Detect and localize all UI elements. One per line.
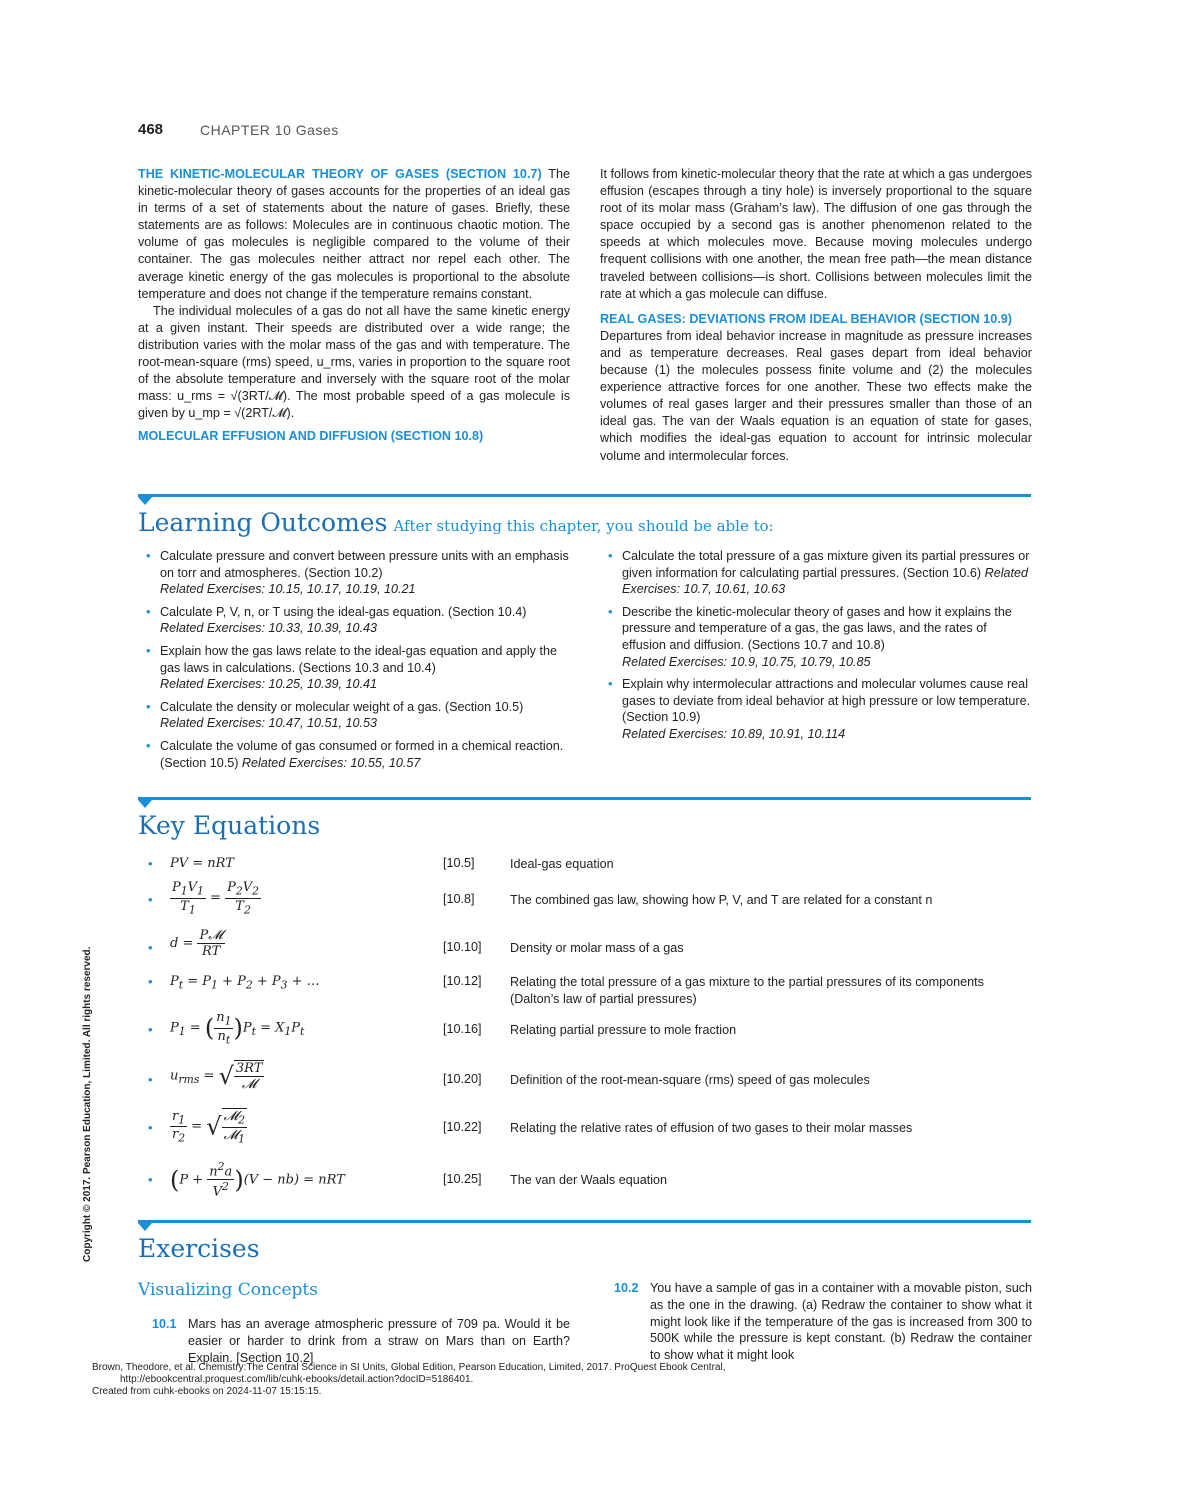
section-marker — [138, 1223, 152, 1231]
section-marker — [138, 497, 152, 505]
equation: d = $\frac{\text{P𝓜}}{RT}$ — [170, 928, 223, 959]
summary-right-column — [600, 166, 1032, 465]
real-gases-heading: REAL GASES: DEVIATIONS FROM IDEAL BEHAVIOR (SECTION 10.9) — [600, 311, 1012, 326]
footer-created: Created from cuhk-ebooks on 2024-11-07 15:15:15. — [92, 1386, 322, 1397]
equation: $P_t = P_1 + P_2 + P_3$ + … — [170, 974, 320, 992]
outcomes-left — [138, 548, 570, 777]
learning-outcomes-title: Learning Outcomes — [138, 508, 388, 537]
exercise-10-1 — [152, 1316, 570, 1366]
exercise-number: 10.1 — [152, 1317, 177, 1331]
page-number: 468 — [138, 121, 164, 138]
equation: $P_1$ = ( $\frac{n_1}{n_t}$ )$P_t = X_1P_t$ — [170, 1010, 305, 1047]
effusion-body: It follows from kinetic-molecular theory that the rate at which a gas undergoes effusion (escapes through a tiny hole) is inversely proportional to the square root of its molar mass (Graham’s law). The diffusion of one gas through the space occupied by a second gas is another phenomenon related to the speeds at which molecules move. Because moving molecules undergo frequent collisions with one another, the mean free path—the mean distance traveled between collisions—is short. Collisions between molecules limit the rate at which a gas molecule can diffuse. — [600, 167, 1032, 301]
real-gases-body: Departures from ideal behavior increase in magnitude as pressure increases and as temperature decreases. Real gases depart from ideal behavior because (1) the molecules possess finite volume and (2) the molecules experience attractive forces for one another. These two effects make the volumes of real gases larger and their pressures smaller than those of an ideal gas. The van der Waals equation is an equation of state for gases, which modifies the ideal-gas equation to account for intrinsic molecular volume and intermolecular forces. — [600, 328, 1032, 463]
chapter-heading — [200, 122, 339, 138]
list-item: • Explain how the gas laws relate to the ideal-gas equation and apply the gas laws in calculations. (Sections 10.3 and 10.4) Related Exercises: 10.25, 10.39, 10.41 — [138, 643, 570, 693]
list-item: • Calculate the density or molecular weight of a gas. (Section 10.5) Related Exercises: 10.47, 10.51, 10.53 — [138, 699, 570, 732]
outcomes-right — [600, 548, 1032, 749]
visualizing-concepts-heading: Visualizing Concepts — [138, 1280, 318, 1300]
section-rule — [138, 797, 1031, 800]
exercise-text: You have a sample of gas in a container with a movable piston, such as the one in the drawing. (a) Redraw the container to show what it might look like if the temperature of the gas is increased from 300 to 500K while the pressure is kept constant. (b) Redraw the container to show what it might look — [650, 1281, 1032, 1363]
section-rule — [138, 1220, 1031, 1223]
kmt-body-2: The individual molecules of a gas do not all have the same kinetic energy at a given instant. Their speeds are distributed over a wide range; the distribution varies with the molar mass of the gas and with temperature. The root-mean-square (rms) speed, u_rms, varies in proportion to the square root of the absolute temperature and inversely with the square root of the molar mass: u_rms = √(3RT/𝓜). The most probable speed of a gas molecule is given by u_mp = √(2RT/𝓜). — [138, 303, 570, 421]
list-item: • Describe the kinetic-molecular theory of gases and how it explains the pressure and temperature of a gas, the gas laws, and the rates of effusion and diffusion. (Sections 10.7 and 10.8) Related Exercises: 10.9, 10.75, 10.79, 10.85 — [600, 604, 1032, 670]
equation: $u_{rms}$ = √ $\frac{3RT}{\text{𝓜}}$ — [170, 1061, 263, 1092]
exercise-number: 10.2 — [614, 1281, 639, 1295]
equation: (P + $\frac{n^2a}{V^2}$ )(V − nb) = nRT — [170, 1160, 345, 1200]
section-marker — [138, 800, 152, 808]
kmt-heading: THE KINETIC-MOLECULAR THEORY OF GASES (SECTION 10.7) — [138, 167, 542, 181]
list-item: • Calculate the total pressure of a gas mixture given its partial pressures or given information for calculating partial pressures. (Section 10.6) Related Exercises: 10.7, 10.61, 10.63 — [600, 548, 1032, 598]
equation: $\frac{P_1V_1}{T_1}$ = $\frac{P_2V_2}{T_2}$ — [172, 880, 260, 917]
list-item: • Calculate P, V, n, or T using the ideal-gas equation. (Section 10.4) Related Exercises: 10.33, 10.39, 10.43 — [138, 604, 570, 637]
list-item: • Calculate the volume of gas consumed or formed in a chemical reaction. (Section 10.5) Related Exercises: 10.55, 10.57 — [138, 738, 570, 771]
exercise-text: Mars has an average atmospheric pressure of 709 pa. Would it be easier or harder to drink from a straw on Mars than on Earth? Explain. [Section 10.2] — [188, 1317, 570, 1365]
chapter-title: Gases — [295, 122, 339, 138]
section-rule — [138, 494, 1031, 497]
copyright-notice: Copyright © 2017. Pearson Education, Limited. All rights reserved. — [82, 946, 93, 1262]
learning-outcomes-heading — [138, 508, 774, 537]
summary-left-column — [138, 166, 570, 446]
key-equations-heading: Key Equations — [138, 811, 321, 840]
footer-url: http://ebookcentral.proquest.com/lib/cuhk-ebooks/detail.action?docID=5186401. — [120, 1374, 474, 1385]
list-item: • Calculate pressure and convert between pressure units with an emphasis on torr and atmospheres. (Section 10.2) Related Exercises: 10.15, 10.17, 10.19, 10.21 — [138, 548, 570, 598]
list-item: • Explain why intermolecular attractions and molecular volumes cause real gases to deviate from ideal behavior at high pressure or low temperature. (Section 10.9) Related Exercises: 10.89, 10.91, 10.114 — [600, 676, 1032, 742]
footer-citation: Brown, Theodore, et al. Chemistry:The Central Science in SI Units, Global Edition, Pearson Education, Limited, 2017. ProQuest Ebook Central, — [92, 1362, 726, 1373]
effusion-heading: MOLECULAR EFFUSION AND DIFFUSION (SECTION 10.8) — [138, 429, 484, 444]
exercise-10-2 — [614, 1280, 1032, 1364]
learning-outcomes-subtitle: After studying this chapter, you should be able to: — [393, 517, 774, 535]
exercises-heading: Exercises — [138, 1234, 260, 1263]
equation: $\frac{r_1}{r_2}$ = √ $\frac{𝓜_2}{𝓜_1}$ — [172, 1108, 246, 1146]
chapter-label: CHAPTER 10 — [200, 122, 292, 138]
kmt-body: The kinetic-molecular theory of gases accounts for the properties of an ideal gas in terms of a set of statements about the nature of gases. Briefly, these statements are as follows: Molecules are in continuous chaotic motion. The volume of gas molecules is negligible compared to the volume of their container. The gas molecules neither attract nor repel each other. The average kinetic energy of the gas molecules is proportional to the absolute temperature and does not change if the temperature remains constant. — [138, 167, 570, 301]
equation: PV = nRT — [170, 856, 234, 871]
